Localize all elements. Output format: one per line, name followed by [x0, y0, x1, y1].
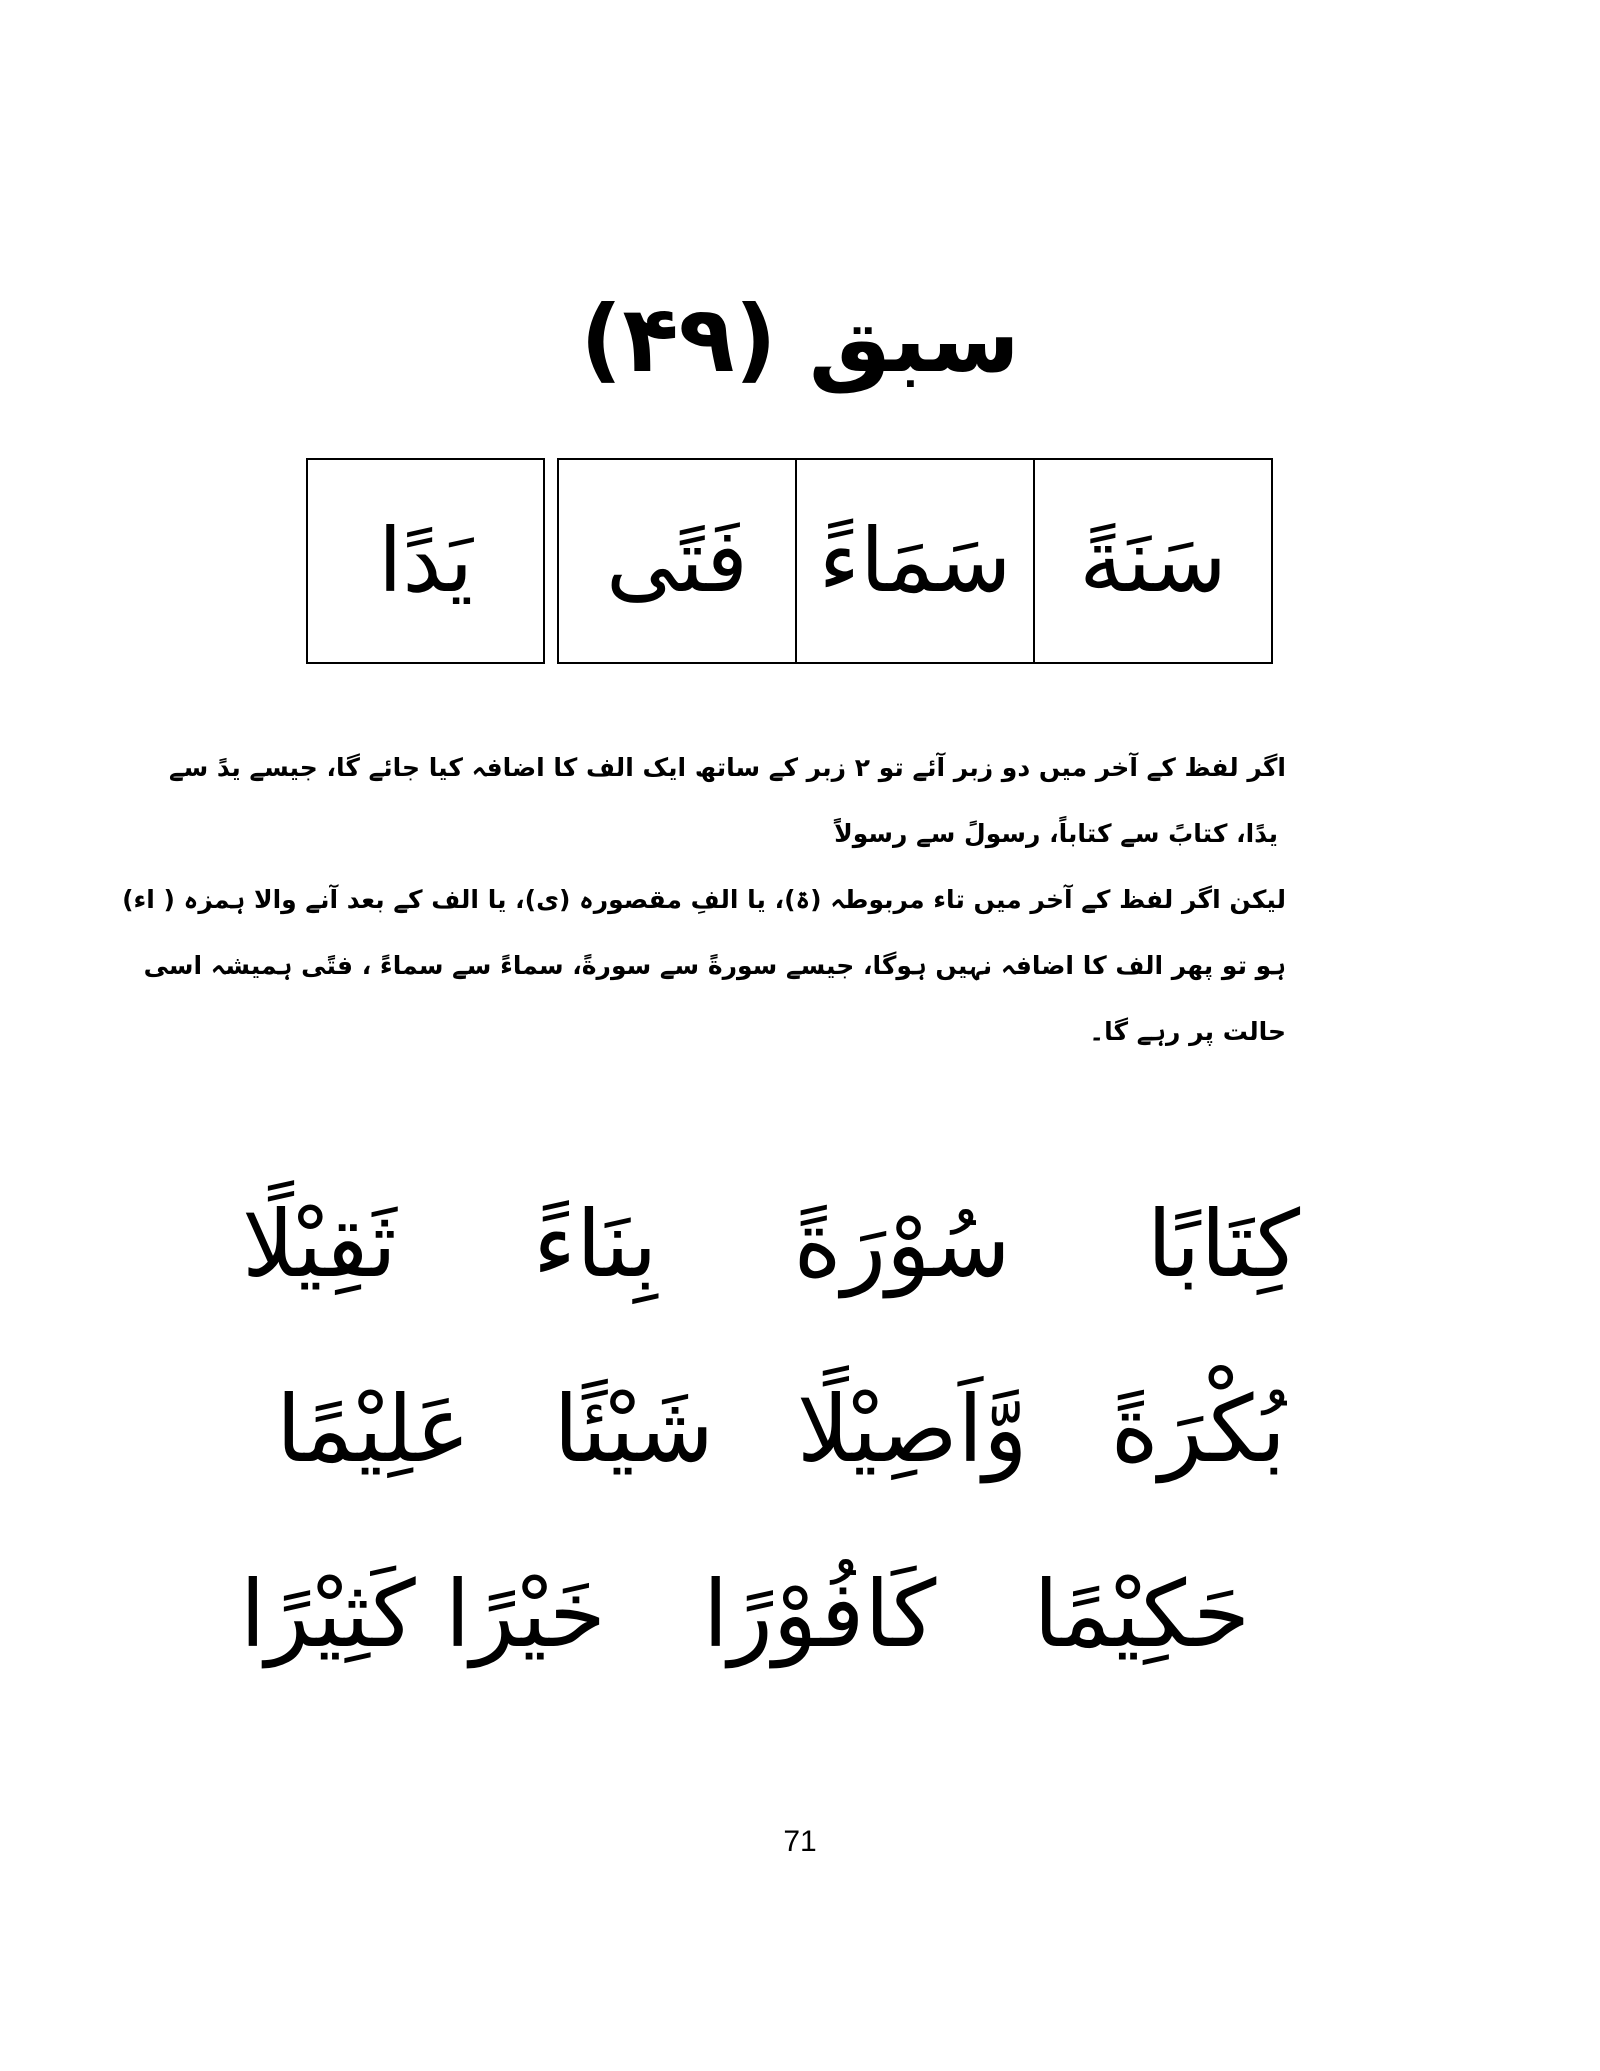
explanation-paragraph	[122, 735, 1286, 1065]
practice-word: وَّاَصِيْلًا	[796, 1376, 1028, 1483]
practice-word: كِتَابًا	[1146, 1191, 1300, 1298]
practice-word: سُوْرَةً	[793, 1191, 1011, 1298]
practice-word: بِنَاءً	[532, 1191, 658, 1298]
explanation-line: لیکن اگر لفظ کے آخر میں تاء مربوطہ (ۃ)، یا الفِ مقصورہ (ی)، یا الف کے بعد آنے والا ہمزہ ( اء)	[122, 885, 1286, 914]
practice-words-row	[240, 1530, 1250, 1700]
practice-word: ثَقِيْلًا	[242, 1191, 397, 1298]
explanation-line: حالت پر رہے گا۔	[1089, 1017, 1286, 1046]
practice-word: خَيْرًا كَثِيْرًا	[240, 1561, 606, 1668]
page-number: 71	[783, 1825, 817, 1858]
example-cell: فَتًى	[559, 460, 797, 662]
explanation-line: اگر لفظ کے آخر میں دو زبر آئے تو ۲ زبر کے ساتھ ایک الف کا اضافہ کیا جائے گا، جیسے یدً سے	[168, 753, 1286, 782]
practice-word: شَيْئًا	[553, 1376, 714, 1483]
practice-word: بُكْرَةً	[1110, 1376, 1286, 1483]
practice-words-row	[242, 1160, 1300, 1330]
explanation-line: یدًا، کتابً سے کتاباً، رسولً سے رسولاً	[834, 819, 1278, 848]
practice-word: كَافُوْرًا	[702, 1561, 937, 1668]
examples-box-main	[557, 458, 1273, 664]
lesson-title: سبق (۴۹)	[580, 286, 1020, 393]
example-cell: سَمَاءً	[797, 460, 1035, 662]
practice-words-row	[276, 1345, 1286, 1515]
practice-word: حَكِيْمًا	[1033, 1561, 1250, 1668]
example-cell: سَنَةً	[1079, 509, 1227, 612]
practice-word: عَلِيْمًا	[276, 1376, 471, 1483]
examples-box-side	[306, 458, 545, 664]
explanation-line: ہو تو پھر الف کا اضافہ نہیں ہوگا، جیسے سورةً سے سورةً، سماءً سے سماءً ، فتًى ہمیشہ اسی	[143, 951, 1286, 980]
example-cell: يَدًا	[377, 509, 474, 612]
